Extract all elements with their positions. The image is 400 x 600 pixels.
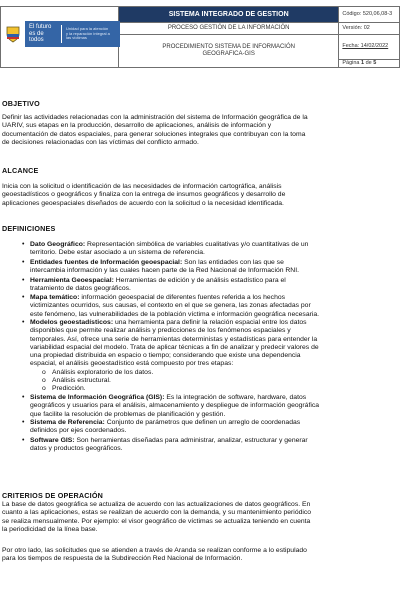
text-line: Inicia con la solicitud o identificación de las necesidades de información cartográfica, análisis (2, 183, 282, 190)
definition-text: que facilite la resolución de problemas de planificación y gestión. (30, 410, 226, 418)
doc-date: Fecha: 14/02/2022 (342, 43, 389, 50)
definition-term: Sistema de Referencia: (30, 419, 105, 426)
text-line: geoestadísticos o geográficos y finaliza con la entrega de insumos geográficos y desarrollo de (2, 191, 286, 199)
section-title-definiciones: DEFINICIONES (2, 224, 56, 233)
header-table (0, 6, 400, 68)
system-title: SISTEMA INTEGRADO DE GESTION (119, 7, 338, 22)
process-name: PROCESO GESTIÓN DE LA INFORMACIÓN (167, 25, 290, 31)
brand-line1: El futuro es de todos (29, 24, 52, 44)
brand-line2: Unidad para la atención y la reparación integral a las víctimas (66, 26, 110, 41)
process-cell (119, 23, 339, 35)
text-line: aplicaciones geoespaciales diseñados de acuerdo con la solicitud o la necesidad identificada. (2, 199, 284, 207)
text-line: para los tiempos de respuesta de la Subdirección Red Nacional de Información. (2, 555, 243, 563)
doc-code: Código: 520,06,08-3 (342, 11, 393, 17)
criterios-paragraph-1 (2, 501, 400, 534)
text-line: Definir las actividades relacionadas con la administración del sistema de Información geográfica de la (2, 114, 308, 121)
text-line: se realiza mensualmente. Por ejemplo: el visor geográfico de víctimas se actualiza teniendo en cuenta (2, 517, 311, 525)
bullet-icon: • (22, 259, 25, 266)
bullet-icon: • (22, 319, 25, 326)
bullet-icon: • (22, 294, 25, 301)
circle-bullet-icon: o (42, 369, 46, 376)
definition-term: Software GIS: (30, 437, 75, 444)
logo-cell (1, 7, 119, 68)
circle-bullet-icon: o (42, 385, 46, 392)
bullet-icon: • (22, 277, 25, 284)
page-prefix: Página (342, 59, 361, 66)
section-title-criterios: CRITERIOS DE OPERACIÓN (2, 491, 104, 500)
sub-list-item (42, 385, 86, 393)
criterios-paragraph-2 (2, 547, 400, 564)
definition-text: una propiedad distribuida en espacio o tiempo; considerando que existe una dependencia (30, 352, 301, 360)
date-cell (339, 35, 400, 60)
definition-term: Modelos geoestadísticos: (30, 319, 114, 326)
definition-text: Es la integración de software, hardware, datos (164, 394, 307, 401)
procedure-line2: GEOGRAFICA-GIS (202, 51, 255, 57)
definition-text: Herramientas de edición y de análisis estadístico para el (113, 277, 286, 284)
page-indicator (339, 60, 399, 67)
text-line: cuanto a las aplicaciones, estas se realizan de acuerdo con la demanda, y su mantenimiento periódico (2, 509, 312, 517)
definition-text: temporales. Así, ofrece una serie de herramientas deterministas y estadísticas para entender la (30, 335, 318, 343)
definition-item (22, 277, 400, 294)
definition-item (22, 437, 400, 454)
procedure-line1: PROCEDIMIENTO SISTEMA DE INFORMACIÓN (162, 44, 295, 50)
page-total: 5 (373, 59, 377, 66)
bullet-icon: • (22, 241, 25, 248)
sub-item-text: Análisis estructural. (52, 377, 111, 384)
definition-term: Herramienta Geoespacial: (30, 277, 114, 284)
definition-item (22, 294, 400, 319)
section-title-objetivo: OBJETIVO (2, 99, 40, 108)
definition-text: tratamiento de datos geográficos. (30, 285, 131, 293)
circle-bullet-icon: o (42, 377, 46, 384)
definition-text: este fenómeno, las vulnerabilidades de la población víctima e información geográfica necesaria. (30, 310, 320, 318)
sub-item-text: Análisis exploratorio de los datos. (52, 369, 154, 376)
procedure-name (119, 43, 338, 59)
definition-item (22, 394, 400, 419)
definition-text: información geoespacial de diferentes fuentes referida a los hechos (79, 294, 286, 301)
version-cell (339, 23, 400, 35)
section-title-alcance: ALCANCE (2, 166, 39, 175)
definition-text: Conjunto de parámetros que definen un arreglo de coordenadas (104, 419, 301, 426)
text-line: de decisiones relacionadas con las víctimas del conflicto armado. (2, 138, 199, 146)
bullet-icon: • (22, 394, 25, 401)
definition-item (22, 259, 400, 276)
definition-text: victimizantes ocurridos, sus causas, el contexto en el que se genera, las zonas afectadas por (30, 302, 311, 310)
definition-text: territorio. Debe estar asociado a un sistema de referencia. (30, 249, 205, 257)
government-banner (25, 21, 120, 47)
definition-text: disponibles que permite realizar análisis y predicciones de los fenómenos espaciales y (30, 327, 291, 335)
bullet-icon: • (22, 419, 25, 426)
text-line: Por otro lado, las solicitudes que se atienden a través de Aranda se realizan conforme a lo estipulado (2, 547, 307, 554)
document-header (0, 6, 400, 68)
definition-text: espacial, el análisis geoestadístico está compuesto por tres etapas: (30, 360, 234, 368)
definition-term: Entidades fuentes de Información geoespacial: (30, 259, 183, 266)
definition-item (22, 241, 400, 258)
procedure-cell (119, 35, 339, 68)
text-line: documentación de datos espaciales, para generar soluciones integrales que contribuyan con la toma (2, 130, 306, 138)
text-line: la periodicidad de la línea base. (2, 525, 98, 533)
objetivo-text (2, 114, 400, 147)
definition-text: datos y productos geográficos. (30, 445, 123, 453)
page-mid: de (364, 59, 374, 66)
definition-term: Mapa temático: (30, 294, 80, 301)
definition-text: intercambia información y las cuales hacen parte de la Red Nacional de Información RNI. (30, 267, 299, 275)
colombia-seal-icon (5, 25, 21, 43)
alcance-text (2, 183, 400, 208)
definition-term: Sistema de Información Geográfica (GIS): (30, 394, 165, 401)
doc-version: Versión: 02 (342, 25, 370, 31)
definition-text: Representación simbólica de variables cualitativas y/o cuantitativas de un (85, 241, 309, 248)
definition-text: geográficos y usuarios para el análisis, almacenamiento y despliegue de información geográfica (30, 402, 320, 410)
banner-divider (61, 25, 62, 43)
definition-text: Son herramientas diseñadas para administrar, analizar, estructurar y generar (74, 437, 308, 444)
bullet-icon: • (22, 437, 25, 444)
page-cell (339, 59, 400, 68)
text-line: La base de datos geográfica se actualiza de acuerdo con las actualizaciones de datos geográficos. En (2, 501, 311, 508)
definition-text: una herramienta para definir la relación espacial entre los datos (113, 319, 307, 326)
definition-text: Son las entidades con las que se (182, 259, 284, 266)
page-num: 1 (361, 59, 365, 66)
sub-item-text: Predicción. (52, 385, 86, 392)
text-line: UARIV, sus etapas en la producción, desarrollo de aplicaciones, análisis de información y (2, 122, 272, 130)
definition-term: Dato Geográfico: (30, 241, 86, 248)
logo (5, 21, 120, 47)
definition-item (22, 419, 400, 436)
system-title-cell (119, 7, 339, 23)
definition-text: variabilidad espacial del modelo. Trata de aplicar técnicas a fin de analizar y predecir valores de (30, 343, 319, 351)
definition-text: definidos por ejes coordenados. (30, 427, 127, 435)
code-cell (339, 7, 400, 23)
definition-item (22, 319, 400, 369)
